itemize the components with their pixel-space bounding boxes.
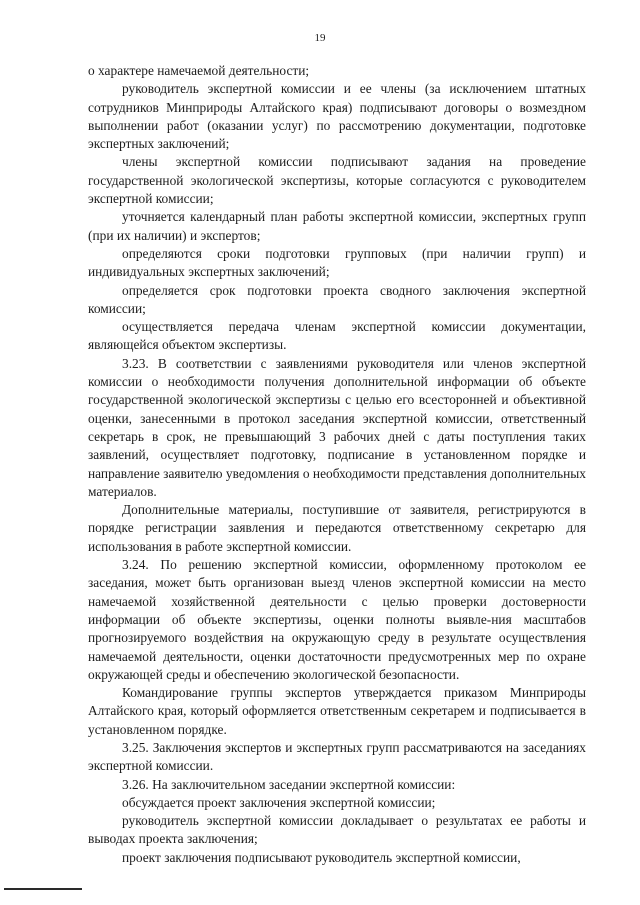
paragraph: осуществляется передача членам экспертной комиссии документации, являющейся объектом экспертизы. [88, 319, 586, 353]
paragraph: определяется срок подготовки проекта сводного заключения экспертной комиссии; [88, 282, 586, 316]
paragraph: члены экспертной комиссии подписывают задания на проведение государственной экологической экспертизы, которые согласуются с руководителем экспертной комиссии; [88, 154, 586, 207]
paragraph: уточняется календарный план работы экспертной комиссии, экспертных групп (при их наличии) и экспертов; [88, 209, 586, 243]
paragraph: руководитель экспертной комиссии и ее члены (за исключением штатных сотрудников Минприроды Алтайского края) подписывают договоры о возмездном выполнении работ (оказании услуг) по рассмотрению документации, подготовке экспертных заключений; [88, 81, 586, 152]
page-number: 19 [314, 32, 326, 44]
section-3-24: 3.24. По решению экспертной комиссии, оформленному протоколом ее заседания, может быть организован выезд членов экспертной комиссии на место намечаемой хозяйственной деятельности с целью проверки достоверности информации об объекте экспертизы, оценки полноты выявле-ния масштабов прогнозируемого воздействия на окружающую среду в результате осуществления намечаемой деятельности, оценки достаточности предусмотренных мер по охране окружающей среды и обеспечению экологической безопасности. [88, 557, 586, 682]
paragraph: руководитель экспертной комиссии докладывает о результатах ее работы и выводах проекта заключения; [88, 813, 586, 847]
paragraph: Командирование группы экспертов утверждается приказом Минприроды Алтайского края, который оформляется ответственным секретарем и подписывается в установленном порядке. [88, 685, 586, 737]
paragraph: Дополнительные материалы, поступившие от заявителя, регистрируются в порядке регистрации заявления и передаются ответственному секретарю для использования в работе экспертной комиссии. [88, 502, 586, 554]
document-body [88, 62, 586, 867]
paragraph: определяются сроки подготовки групповых (при наличии групп) и индивидуальных экспертных заключений; [88, 245, 586, 280]
footer-rule [4, 888, 82, 890]
section-3-26: 3.26. На заключительном заседании экспертной комиссии: [122, 776, 456, 792]
paragraph: о характере намечаемой деятельности; [88, 63, 310, 78]
section-3-23: 3.23. В соответствии с заявлениями руководителя или членов экспертной комиссии о необходимости получения дополнительной информации об объекте государственной экологической экспертизы с целью его всесторонней и объективной оценки, занесенными в протокол заседания экспертной комиссии, ответственный секретарь в срок, не превышающий 3 рабочих дней с даты поступления таких заявлений, осуществляет подготовку, подписание в установленном порядке и направление заявителю уведомления о необходимости представления дополнительных материалов. [88, 355, 586, 499]
paragraph: обсуждается проект заключения экспертной комиссии; [122, 794, 436, 810]
section-3-25: 3.25. Заключения экспертов и экспертных групп рассматриваются на заседаниях экспертной комиссии. [88, 739, 586, 774]
paragraph: проект заключения подписывают руководитель экспертной комиссии, [122, 849, 521, 865]
